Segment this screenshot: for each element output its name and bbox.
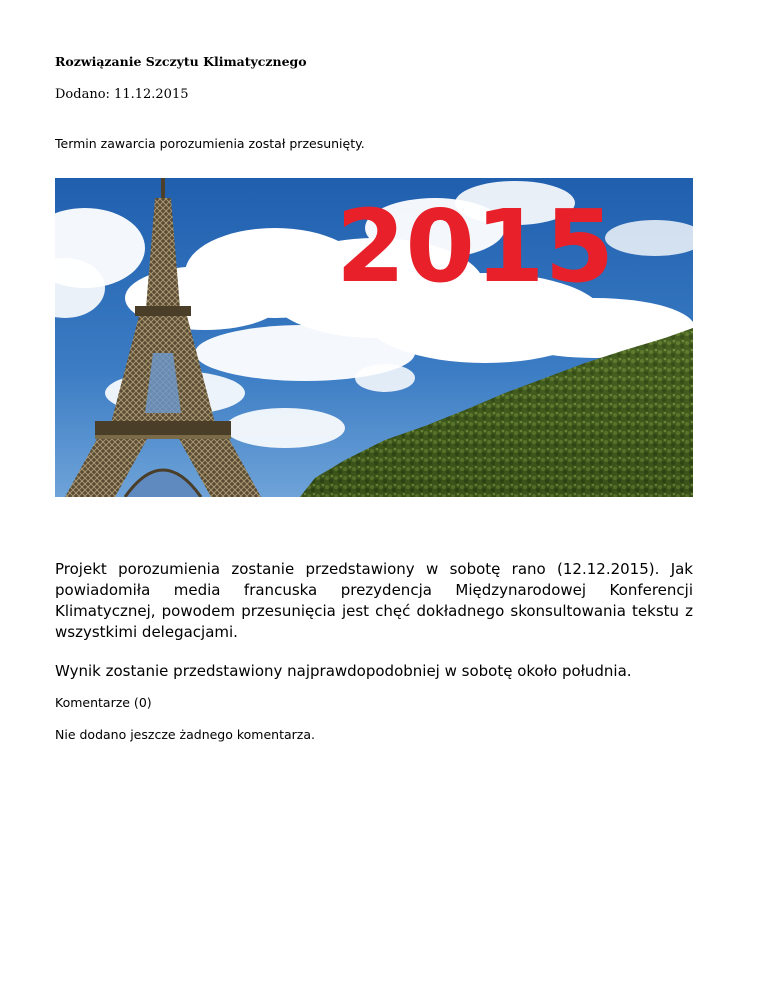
comments-empty-message: Nie dodano jeszcze żadnego komentarza. <box>55 727 315 742</box>
date-value: 11.12.2015 <box>114 87 189 102</box>
article-image <box>55 178 693 497</box>
article-paragraph-2: Wynik zostanie przedstawiony najprawdopodobniej w sobotę około południa. <box>55 662 632 680</box>
article-title: Rozwiązanie Szczytu Klimatycznego <box>55 54 307 69</box>
date-label: Dodano: <box>55 87 110 102</box>
year-overlay-text: 2015 <box>335 188 615 305</box>
article-paragraph-1: Projekt porozumienia zostanie przedstawiony w sobotę rano (12.12.2015). Jak powiadomiła media francuska prezydencja Międzynarodowej Konferencji Klimatycznej, powodem przesunięcia jest chęć dokładnego skonsultowania tekstu z wszystkimi delegacjami. <box>55 560 693 641</box>
comments-heading: Komentarze (0) <box>55 695 152 710</box>
eiffel-tower-photo <box>55 178 693 497</box>
article-lead: Termin zawarcia porozumienia został przesunięty. <box>55 136 365 151</box>
article-date <box>55 87 188 102</box>
